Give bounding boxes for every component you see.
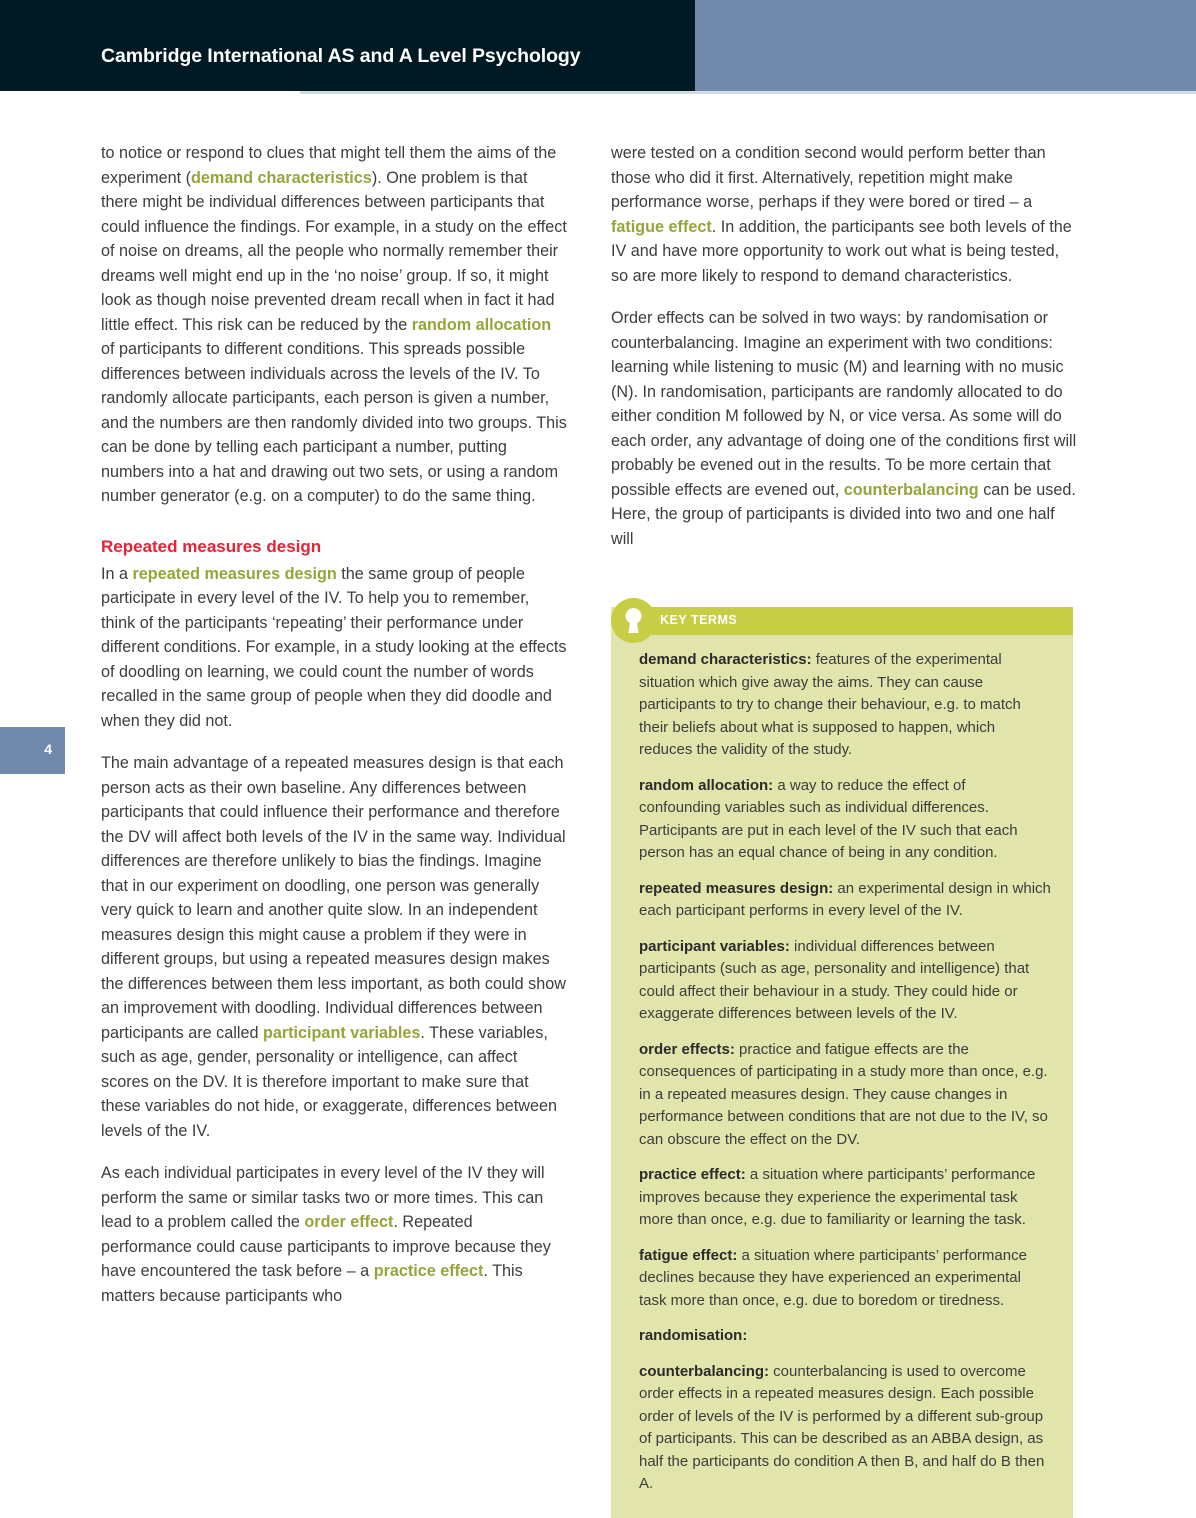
key-term-entry (639, 878, 1051, 923)
right-text-column (611, 141, 1077, 551)
text-run: As each individual participates in every level of the IV they will perform the same or similar tasks two or more times. This can lead to a problem called the (101, 1164, 545, 1231)
key-terms-header (633, 607, 1073, 635)
key-term-repeated-measures-design: repeated measures design (132, 564, 337, 583)
key-term-entry-name: demand characteristics: (639, 651, 812, 668)
key-term-entry (639, 1325, 1051, 1348)
key-term-random-allocation: random allocation (411, 315, 552, 334)
keyhole-icon (611, 598, 656, 643)
text-run: to notice or respond to clues that might tell them the aims of the experiment ( (101, 144, 557, 187)
key-term-entry-definition: features of the experimental situation which give away the aims. They can cause participants to try to change their behaviour, e.g. to match their beliefs about what is supposed to happen, which reduces the validity of the study. (639, 651, 1021, 758)
text-run: . Repeated performance could cause participants to improve because they have encountered the task before – a (101, 1213, 551, 1280)
paragraph (101, 141, 567, 509)
paragraph (101, 751, 567, 1143)
text-run: The main advantage of a repeated measures design is that each person acts as their own baseline. Any differences between participants that could influence their performance and therefore the DV will affect both levels of the IV in the same way. Individual differences are therefore unlikely to bias the findings. Imagine that in our experiment on doodling, one person was generally very quick to learn and another quite slow. In an independent measures design this might cause a problem if they were in different groups, but using a repeated measures design makes the differences between them less important, as both could show an improvement with doodling. Individual differences between participants are called (101, 754, 566, 1042)
key-term-entry (639, 1039, 1051, 1152)
text-run: Order effects can be solved in two ways: by randomisation or counterbalancing. Imagine an experiment with two conditions: learning while listening to music (M) and learning with no music (N). In randomisation, participants are randomly allocated to do either condition M followed by N, or vice versa. As some will do each order, any advantage of doing one of the conditions first will probably be evened out in the results. To be more certain that possible effects are evened out, (611, 309, 1077, 499)
page-number: 4 (44, 741, 52, 757)
key-terms-box (611, 607, 1073, 1518)
key-term-entry (639, 1361, 1051, 1496)
header-underline (300, 91, 1196, 94)
book-title: Cambridge International AS and A Level Psychology (101, 45, 581, 67)
text-run: the same group of people participate in every level of the IV. To help you to remember, think of the participants ‘repeating’ their performance under different conditions. For example, in a study looking at the effects of doodling on learning, we could count the number of words recalled in the same group of people when they did doodle and when they did not. (101, 564, 567, 730)
key-term-entry-definition: a situation where participants’ performance declines because they have experienced an experimental task more than once, e.g. due to boredom or tiredness. (639, 1246, 1027, 1309)
key-term-counterbalancing: counterbalancing (843, 480, 979, 499)
paragraph (101, 562, 567, 734)
key-term-order-effect: order effect (304, 1213, 394, 1231)
key-term-entry (639, 775, 1051, 865)
key-term-entry-definition: practice and fatigue effects are the consequences of participating in a study more than once, e.g. in a repeated measures design. They cause changes in performance between conditions that are not due to the IV, so can obscure the effect on the DV. (639, 1040, 1048, 1148)
header-accent-band (695, 0, 1196, 91)
text-run: can be used. Here, the group of participants is divided into two and one half will (611, 480, 1076, 548)
paragraph (611, 306, 1077, 551)
text-run: . In addition, the participants see both levels of the IV and have more opportunity to work out what is being tested, so are more likely to respond to demand characteristics. (611, 217, 1072, 285)
left-text-column (101, 141, 567, 1308)
key-term-entry-name: practice effect: (639, 1166, 746, 1183)
key-term-entry-name: repeated measures design: (639, 879, 834, 897)
key-term-entry (639, 1164, 1051, 1232)
key-term-entry-name: random allocation: (639, 776, 774, 794)
key-term-entry (639, 936, 1051, 1026)
page-number-tab (0, 727, 65, 774)
key-term-entry-definition: an experimental design in which each participant performs in every level of the IV. (639, 879, 1051, 919)
key-term-entry (639, 649, 1051, 762)
paragraph (101, 1161, 567, 1308)
key-term-entry-definition: individual differences between participants (such as age, personality and intelligence) that could affect their behaviour in a study. They could hide or exaggerate differences between levels of the IV. (639, 937, 1030, 1022)
page-header (0, 0, 1196, 91)
key-term-entry-definition: a situation where participants’ performance improves because they experience the experimental task more than once, e.g. due to familiarity or learning the task. (639, 1166, 1036, 1228)
key-term-entry-name: randomisation: (639, 1327, 748, 1344)
key-term-entry-name: participant variables: (639, 937, 790, 955)
key-term-entry (639, 1245, 1051, 1313)
text-run: of participants to different conditions. This spreads possible differences between individuals across the levels of the IV. To randomly allocate participants, each person is given a number, and the numbers are then randomly divided into two groups. This can be done by telling each participant a number, putting numbers into a hat and drawing out two sets, or using a random number generator (e.g. on a computer) to do the same thing. (101, 340, 567, 505)
key-terms-title: KEY TERMS (660, 613, 738, 627)
key-term-practice-effect: practice effect (373, 1262, 484, 1280)
key-term-entry-name: order effects: (639, 1040, 735, 1058)
key-terms-list (611, 635, 1073, 1518)
paragraph (611, 141, 1077, 288)
text-run: ). One problem is that there might be individual differences between participants that could influence the findings. For example, in a study on the effect of noise on dreams, all the people who normally remember their dreams well might end up in the ‘no noise’ group. If so, it might look as though noise prevented dream recall when in fact it had little effect. This risk can be reduced by the (101, 168, 567, 334)
text-run: . This matters because participants who (101, 1262, 523, 1305)
key-term-participant-variables: participant variables (262, 1023, 421, 1042)
key-term-demand-characteristics: demand characteristics (190, 168, 372, 187)
key-term-entry-name: fatigue effect: (639, 1246, 738, 1264)
key-term-fatigue-effect: fatigue effect (611, 217, 712, 236)
key-term-entry-definition: counterbalancing is used to overcome order effects in a repeated measures design. Each possible order of levels of the IV is performed by a different sub-group of participants. This can be described as an ABBA design, as half the participants do condition A then B, and half do B then A. (639, 1362, 1045, 1492)
section-heading-repeated-measures-design: Repeated measures design (101, 536, 322, 556)
text-run: In a (101, 564, 133, 583)
text-run: were tested on a condition second would perform better than those who did it first. Alternatively, repetition might make performance worse, perhaps if they were bored or tired – a (611, 144, 1046, 211)
text-run: . These variables, such as age, gender, personality or intelligence, can affect scores on the DV. It is therefore important to make sure that these variables do not hide, or exaggerate, differences between levels of the IV. (101, 1023, 557, 1140)
key-term-entry-name: counterbalancing: (639, 1362, 770, 1380)
key-term-entry-definition: a way to reduce the effect of confounding variables such as individual differences. Participants are put in each level of the IV such that each person has an equal chance of being in any condition. (639, 776, 1018, 861)
